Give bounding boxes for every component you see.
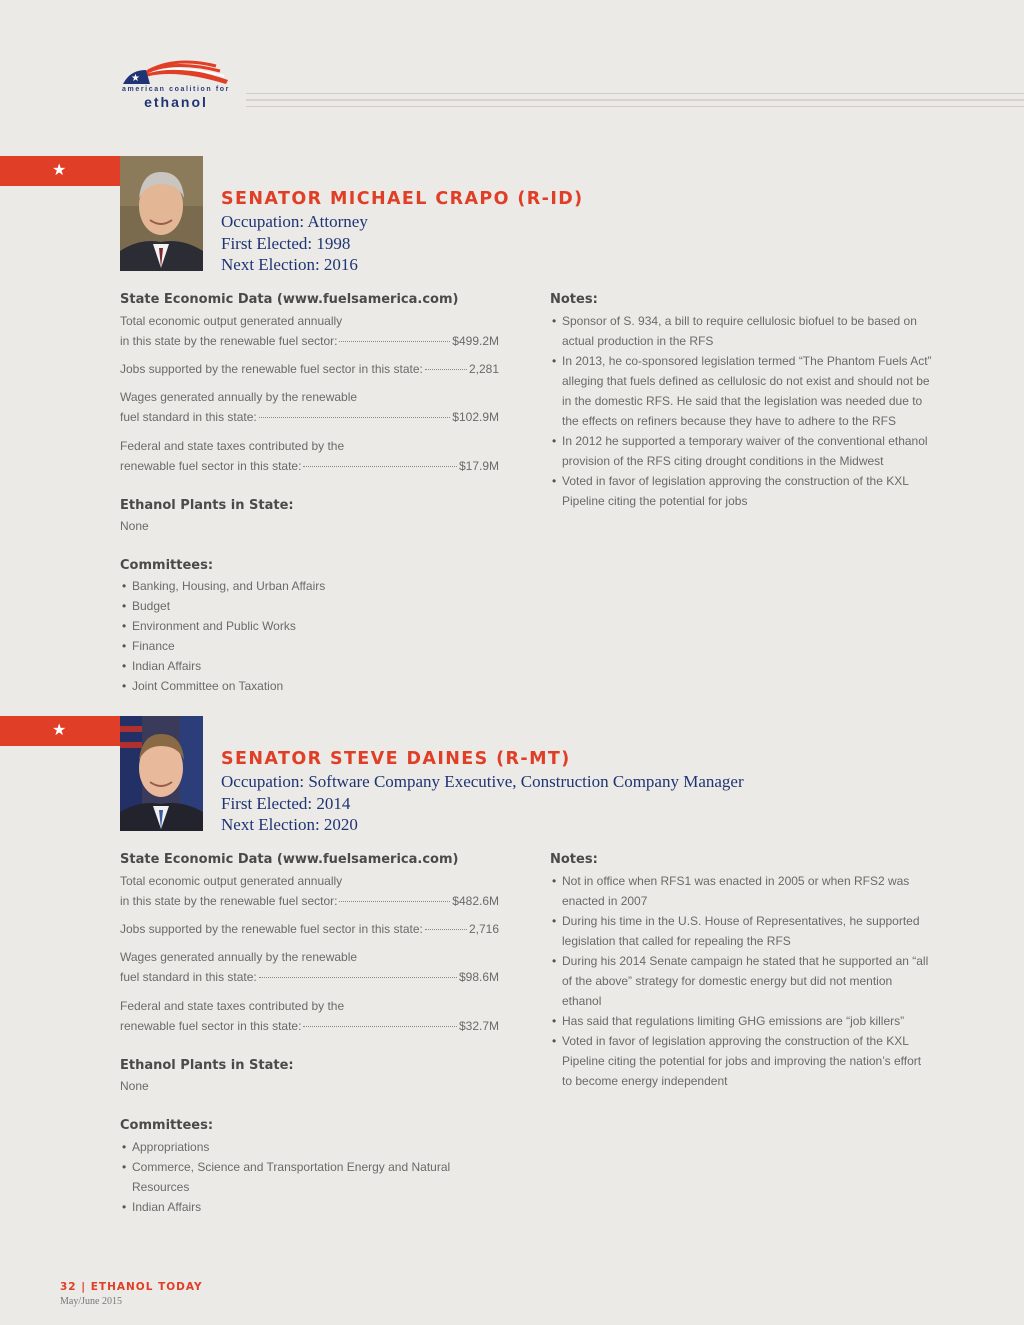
star-icon: ★ bbox=[52, 162, 67, 179]
econ-label-line1: Total economic output generated annually bbox=[120, 874, 343, 888]
econ-data-heading: State Economic Data (www.fuelsamerica.com) bbox=[120, 852, 459, 867]
committees-list bbox=[120, 576, 490, 696]
ethanol-plants-value: None bbox=[120, 1079, 149, 1093]
committees-heading: Committees: bbox=[120, 1118, 214, 1133]
econ-label-line2: in this state by the renewable fuel sector: bbox=[120, 334, 338, 348]
econ-value: $482.6M bbox=[452, 894, 499, 908]
page-footer-date: May/June 2015 bbox=[60, 1296, 122, 1307]
list-item: • In 2012 he supported a temporary waiver of the conventional ethanol provision of the RFS citing drought conditions in the Midwest bbox=[550, 431, 934, 471]
econ-label-line2: fuel standard in this state: bbox=[120, 410, 257, 424]
senator-name: SENATOR MICHAEL CRAPO (R-ID) bbox=[221, 189, 584, 209]
list-item: • Indian Affairs bbox=[120, 656, 490, 676]
econ-row-jobs bbox=[120, 919, 499, 939]
list-item: • Not in office when RFS1 was enacted in 2005 or when RFS2 was enacted in 2007 bbox=[550, 871, 934, 911]
econ-label-line2: Jobs supported by the renewable fuel sector in this state: bbox=[120, 362, 423, 376]
list-item: • Voted in favor of legislation approving the construction of the KXL Pipeline citing the potential for jobs and improving the nation’s effort to become energy independent bbox=[550, 1031, 934, 1091]
econ-label-line1: Federal and state taxes contributed by the bbox=[120, 999, 345, 1013]
list-item: • Budget bbox=[120, 596, 490, 616]
ethanol-plants-heading: Ethanol Plants in State: bbox=[120, 498, 294, 513]
list-item: • Banking, Housing, and Urban Affairs bbox=[120, 576, 490, 596]
econ-value: $102.9M bbox=[452, 410, 499, 424]
econ-value: $98.6M bbox=[458, 970, 499, 984]
section-marker bbox=[0, 716, 120, 746]
econ-value: 2,281 bbox=[468, 362, 499, 376]
committees-list bbox=[120, 1137, 480, 1217]
next-election: Next Election: 2016 bbox=[221, 255, 358, 274]
econ-label-line2: in this state by the renewable fuel sector: bbox=[120, 894, 338, 908]
senator-photo bbox=[120, 156, 203, 271]
list-item: • Has said that regulations limiting GHG emissions are “job killers” bbox=[550, 1011, 934, 1031]
econ-value: $499.2M bbox=[452, 334, 499, 348]
econ-label-line2: Jobs supported by the renewable fuel sector in this state: bbox=[120, 922, 423, 936]
econ-value: $17.9M bbox=[458, 459, 499, 473]
senator-photo bbox=[120, 716, 203, 831]
logo-tagline: american coalition for bbox=[122, 86, 230, 93]
econ-label-line1: Wages generated annually by the renewable bbox=[120, 950, 358, 964]
ethanol-plants-heading: Ethanol Plants in State: bbox=[120, 1058, 294, 1073]
list-item: • Voted in favor of legislation approving the construction of the KXL Pipeline citing the potential for jobs bbox=[550, 471, 934, 511]
econ-label-line2: renewable fuel sector in this state: bbox=[120, 459, 302, 473]
list-item: • Commerce, Science and Transportation Energy and Natural Resources bbox=[120, 1157, 480, 1197]
list-item: • Environment and Public Works bbox=[120, 616, 490, 636]
flag-swoosh-icon bbox=[120, 58, 232, 88]
logo-wordmark: ethanol bbox=[144, 94, 208, 110]
notes-list bbox=[550, 871, 934, 1091]
econ-label-line2: renewable fuel sector in this state: bbox=[120, 1019, 302, 1033]
econ-row-taxes bbox=[120, 436, 499, 476]
econ-data-heading: State Economic Data (www.fuelsamerica.com) bbox=[120, 292, 459, 307]
committees-heading: Committees: bbox=[120, 558, 214, 573]
notes-list bbox=[550, 311, 934, 511]
acfe-logo bbox=[120, 58, 232, 112]
list-item: • Sponsor of S. 934, a bill to require cellulosic biofuel to be based on actual production in the RFS bbox=[550, 311, 934, 351]
econ-row-output bbox=[120, 311, 499, 351]
econ-row-jobs bbox=[120, 359, 499, 379]
ethanol-plants-value: None bbox=[120, 519, 149, 533]
first-elected: First Elected: 2014 bbox=[221, 794, 351, 813]
svg-text:★: ★ bbox=[131, 73, 140, 84]
notes-heading: Notes: bbox=[550, 292, 598, 307]
list-item: • Appropriations bbox=[120, 1137, 480, 1157]
page-footer-title: 32 | ETHANOL TODAY bbox=[60, 1281, 203, 1293]
list-item: • During his 2014 Senate campaign he stated that he supported an “all of the above” strategy for domestic energy but did not mention ethanol bbox=[550, 951, 934, 1011]
occupation: Occupation: Attorney bbox=[221, 212, 368, 231]
econ-value: 2,716 bbox=[468, 922, 499, 936]
econ-label-line1: Federal and state taxes contributed by the bbox=[120, 439, 345, 453]
econ-label-line2: fuel standard in this state: bbox=[120, 970, 257, 984]
senator-name: SENATOR STEVE DAINES (R-MT) bbox=[221, 749, 571, 769]
econ-row-wages bbox=[120, 947, 499, 987]
list-item: • Joint Committee on Taxation bbox=[120, 676, 490, 696]
list-item: • In 2013, he co-sponsored legislation termed “The Phantom Fuels Act” alleging that fuels defined as cellulosic do not exist and should not be in the domestic RFS. He said that the legislation was needed due to the effects on refiners because they have to adhere to the RFS bbox=[550, 351, 934, 431]
econ-label-line1: Wages generated annually by the renewable bbox=[120, 390, 358, 404]
list-item: • During his time in the U.S. House of Representatives, he supported legislation that called for repealing the RFS bbox=[550, 911, 934, 951]
first-elected: First Elected: 1998 bbox=[221, 234, 351, 253]
notes-heading: Notes: bbox=[550, 852, 598, 867]
section-marker bbox=[0, 156, 120, 186]
econ-row-wages bbox=[120, 387, 499, 427]
star-icon: ★ bbox=[52, 722, 67, 739]
econ-label-line1: Total economic output generated annually bbox=[120, 314, 343, 328]
header-rule bbox=[246, 93, 1024, 107]
list-item: • Finance bbox=[120, 636, 490, 656]
occupation: Occupation: Software Company Executive, Construction Company Manager bbox=[221, 772, 744, 791]
next-election: Next Election: 2020 bbox=[221, 815, 358, 834]
econ-value: $32.7M bbox=[458, 1019, 499, 1033]
econ-row-output bbox=[120, 871, 499, 911]
econ-row-taxes bbox=[120, 996, 499, 1036]
list-item: • Indian Affairs bbox=[120, 1197, 480, 1217]
